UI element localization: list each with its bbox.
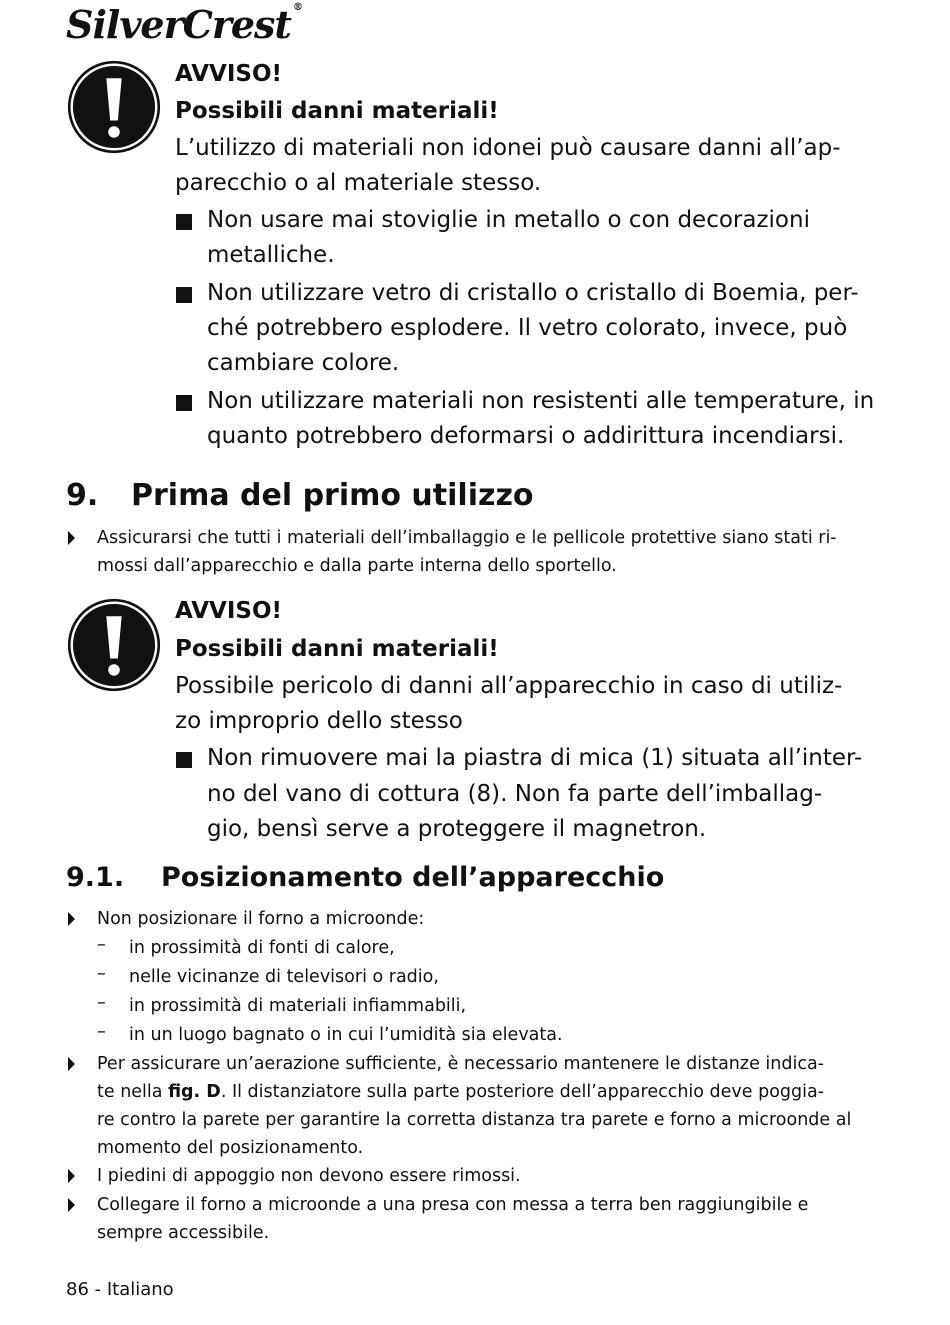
instruction-line: Per assicurare un’aerazione sufficiente, è necessario mantenere le distanze indica- [97,1054,825,1074]
warning-bullet-line: quanto potrebbero deformarsi o addirittura incendiarsi. [207,423,845,449]
dash-marker: – [97,964,106,984]
warning-text-line: Possibile pericolo di danni all’apparecchio in caso di utiliz- [175,673,843,699]
sub-instruction-line: in un luogo bagnato o in cui l’umidità sia elevata. [129,1025,563,1045]
warning-title: AVVISO! [175,598,283,624]
subsection-title: Posizionamento dell’apparecchio [161,862,665,893]
bullet-square-icon [176,752,192,768]
exclamation-warning-icon [66,59,162,155]
dash-marker: – [97,993,106,1013]
arrow-bullet-icon [68,1198,75,1212]
bullet-square-icon [176,287,192,303]
instruction-text: te nella [97,1082,169,1102]
warning-bullet-line: Non utilizzare materiali non resistenti alle temperature, in [207,388,875,414]
section-number: 9. [66,478,99,513]
instruction-line: momento del posizionamento. [97,1138,364,1158]
warning-bullet-line: metalliche. [207,242,335,268]
section-title: Prima del primo utilizzo [131,478,534,513]
warning-text-line: L’utilizzo di materiali non idonei può causare danni all’ap- [175,135,841,161]
exclamation-warning-icon [66,597,162,693]
instruction-line: mossi dall’apparecchio e dalla parte interna dello sportello. [97,556,617,576]
instruction-line: Non posizionare il forno a microonde: [97,909,425,929]
instruction-line: Collegare il forno a microonde a una presa con messa a terra ben raggiungibile e [97,1195,809,1215]
instruction-text: . Il distanziatore sulla parte posteriore dell’apparecchio deve poggia- [220,1082,825,1102]
warning-text-line: parecchio o al materiale stesso. [175,170,542,196]
sub-instruction-line: in prossimità di fonti di calore, [129,938,395,958]
instruction-line: sempre accessibile. [97,1223,270,1243]
registered-mark: ® [292,2,302,13]
brand-logo [66,2,302,47]
arrow-bullet-icon [68,531,75,545]
instruction-line [97,1078,824,1106]
warning-subtitle: Possibili danni materiali! [175,98,499,124]
warning-bullet-line: Non utilizzare vetro di cristallo o cristallo di Boemia, per- [207,280,859,306]
instruction-line: Assicurarsi che tutti i materiali dell’imballaggio e le pellicole protettive siano stati ri- [97,528,837,548]
warning-bullet-line: Non rimuovere mai la piastra di mica (1) situata all’inter- [207,745,863,771]
warning-subtitle: Possibili danni materiali! [175,636,499,662]
warning-text-line: zo improprio dello stesso [175,708,463,734]
instruction-line: I piedini di appoggio non devono essere rimossi. [97,1166,521,1186]
dash-marker: – [97,1022,106,1042]
page-footer: 86 - Italiano [66,1279,174,1300]
instruction-line: re contro la parete per garantire la corretta distanza tra parete e forno a microonde al [97,1110,852,1130]
warning-bullet-line: cambiare colore. [207,350,400,376]
bullet-square-icon [176,395,192,411]
warning-bullet-line: ché potrebbero esplodere. Il vetro colorato, invece, può [207,315,848,341]
sub-instruction-line: in prossimità di materiali infiammabili, [129,996,467,1016]
arrow-bullet-icon [68,1169,75,1183]
figure-reference: fig. D [168,1082,221,1102]
arrow-bullet-icon [68,912,75,926]
brand-name: SilverCrest [66,2,291,47]
warning-bullet-line: no del vano di cottura (8). Non fa parte dell’imballag- [207,781,823,807]
bullet-square-icon [176,214,192,230]
arrow-bullet-icon [68,1057,75,1071]
warning-title: AVVISO! [175,61,283,87]
subsection-number: 9.1. [66,862,125,893]
warning-bullet-line: Non usare mai stoviglie in metallo o con decorazioni [207,207,810,233]
dash-marker: – [97,935,106,955]
sub-instruction-line: nelle vicinanze di televisori o radio, [129,967,439,987]
warning-bullet-line: gio, bensì serve a proteggere il magnetron. [207,816,707,842]
